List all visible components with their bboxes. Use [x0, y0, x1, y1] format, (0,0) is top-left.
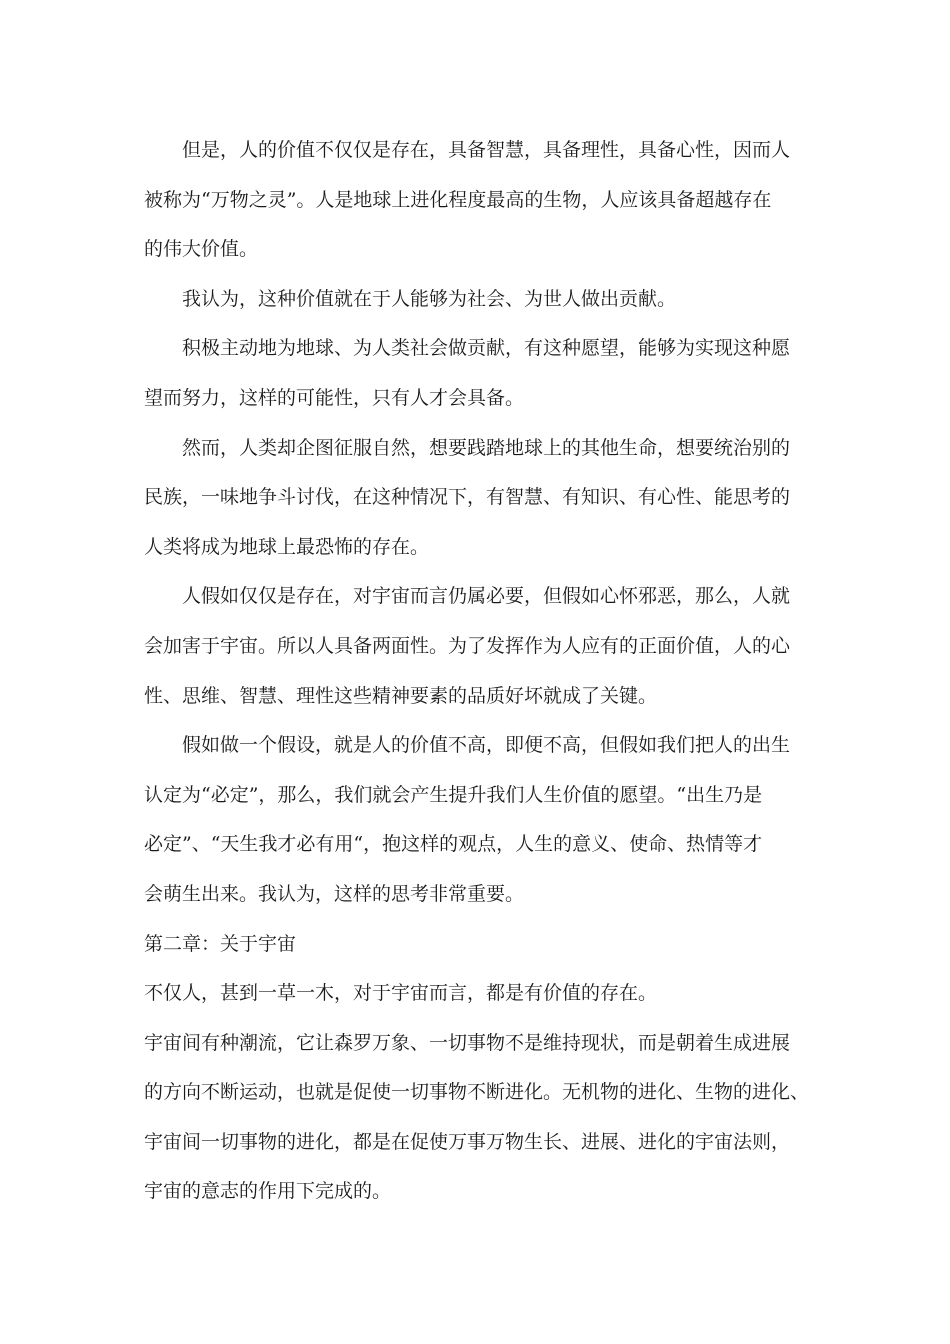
chapter-heading [144, 920, 824, 970]
paragraph-contribution [144, 275, 824, 325]
text-line: 宇宙间有种潮流，它让森罗万象、一切事物不是维持现状，而是朝着生成进展 [144, 1031, 791, 1054]
text-line: 民族，一味地争斗讨伐，在这种情况下，有智慧、有知识、有心性、能思考的 [144, 486, 791, 509]
paragraph-cosmic-trend [144, 1019, 824, 1217]
document-body [144, 126, 824, 1217]
text-line: 会萌生出来。我认为，这样的思考非常重要。 [144, 882, 525, 905]
text-line: 不仅人，甚到一草一木，对于宇宙而言，都是有价值的存在。 [144, 982, 658, 1005]
text-line: 人类将成为地球上最恐怖的存在。 [144, 535, 430, 558]
text-line: 的伟大价值。 [144, 238, 259, 261]
text-line: 的方向不断运动，也就是促使一切事物不断进化。无机物的进化、生物的进化、 [144, 1081, 810, 1104]
paragraph-aspiration [144, 324, 824, 423]
paragraph-human-value [144, 126, 824, 275]
paragraph-duality [144, 572, 824, 721]
text-line: 宇宙间一切事物的进化，都是在促使万事万物生长、进展、进化的宇宙法则， [144, 1130, 791, 1153]
paragraph-conquest [144, 424, 824, 573]
text-line: 性、思维、智慧、理性这些精神要素的品质好坏就成了关键。 [144, 684, 658, 707]
text-line: 宇宙的意志的作用下完成的。 [144, 1180, 392, 1203]
text-line: 假如做一个假设，就是人的价值不高，即便不高，但假如我们把人的出生 [182, 734, 791, 757]
text-line: 第二章：关于宇宙 [144, 932, 297, 955]
paragraph-hypothesis [144, 721, 824, 919]
text-line: 人假如仅仅是存在，对宇宙而言仍属必要，但假如心怀邪恶，那么，人就 [182, 585, 791, 608]
text-line: 被称为“万物之灵”。人是地球上进化程度最高的生物，人应该具备超越存在 [144, 188, 772, 211]
text-line: 积极主动地为地球、为人类社会做贡献，有这种愿望，能够为实现这种愿 [182, 337, 791, 360]
text-line: 认定为“必定”，那么，我们就会产生提升我们人生价值的愿望。“出生乃是 [144, 783, 763, 806]
text-line: 但是，人的价值不仅仅是存在，具备智慧，具备理性，具备心性，因而人 [182, 139, 791, 161]
text-line: 会加害于宇宙。所以人具备两面性。为了发挥作为人应有的正面价值，人的心 [144, 634, 791, 657]
text-line: 然而，人类却企图征服自然，想要践踏地球上的其他生命，想要统治别的 [182, 436, 791, 459]
text-line: 望而努力，这样的可能性，只有人才会具备。 [144, 386, 525, 409]
text-line: 必定”、“天生我才必有用“，抱这样的观点，人生的意义、使命、热情等才 [144, 833, 763, 856]
text-line: 我认为，这种价值就在于人能够为社会、为世人做出贡献。 [182, 287, 677, 310]
paragraph-all-things-value [144, 969, 824, 1019]
